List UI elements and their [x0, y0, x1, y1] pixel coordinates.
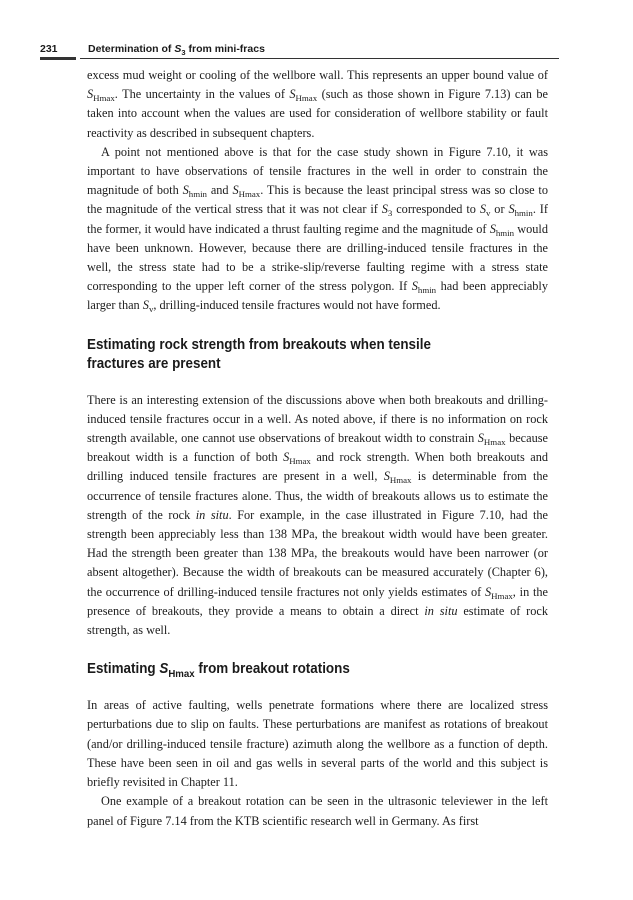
header-rule [80, 58, 559, 59]
running-head [40, 42, 560, 56]
running-title: Determination of $S_3$ from mini-fracs [88, 43, 265, 57]
section-heading: Estimating $S_{Hmax}$ from breakout rotations [87, 661, 350, 681]
paragraph: A point not mentioned above is that for the case study shown in Figure 7.10, it was important to have observations of tensile fractures in the well in order to constrain the magnitude of both $S_{hmin}$ and $S_{Hmax}$. This is because the least principal stress was so close to the magnitude of the vertical stress that it was not clear if $S_3$ corresponded to $S_v$ or $S_{hmin}$. If the former, it would have indicated a thrust faulting regime and the magnitude of $S_{hmin}$ would have been unknown. However, because there are drilling-induced tensile fractures in the well, the stress state had to be a strike-slip/reverse faulting regime with a stress state corresponding to the upper left corner of the stress polygon. If $S_{hmin}$ had been appreciably larger than $S_v$, drilling-induced tensile fractures would not have formed. [87, 144, 549, 315]
section-heading: Estimating rock strength from breakouts when tensile fractures are present [87, 336, 431, 372]
paragraph: One example of a breakout rotation can be seen in the ultrasonic televiewer in the left panel of Figure 7.14 from the KTB scientific research well in Germany. As first [87, 794, 548, 828]
paragraph: excess mud weight or cooling of the wellbore wall. This represents an upper bound value of $S_{Hmax}$. The uncertainty in the values of $S_{Hmax}$ (such as those shown in Figure 7.13) can be taken into account when the values are used for consideration of wellbore stability or fault reactivity as described in subsequent chapters. [87, 68, 548, 140]
page-number: 231 [40, 43, 58, 55]
paragraph: There is an interesting extension of the discussions above when both breakouts and drilling-induced tensile fractures occur in a well. As noted above, if there is no information on rock strength available, one cannot use observations of breakout width to constrain $S_{Hmax}$ because breakout width is a function of both $S_{Hmax}$ and rock strength. When both breakouts and drilling induced tensile fractures are present in a well, $S_{Hmax}$ is determinable from the occurrence of tensile fractures alone. Thus, the width of breakouts allows us to estimate the strength of the rock in situ. For example, in the case illustrated in Figure 7.10, had the strength been appreciably less than 138 MPa, the breakout width would have been greater. Had the strength been greater than 138 MPa, the breakouts would have been narrower (or absent altogether). Because the width of breakouts can be measured accurately (Chapter 6), the occurrence of drilling-induced tensile fractures not only yields estimates of $S_{Hmax}$, in the presence of breakouts, they provide a means to obtain a direct in situ estimate of rock strength, as well. [87, 392, 549, 638]
body-text [87, 66, 548, 831]
paragraph: In areas of active faulting, wells penetrate formations where there are localized stress perturbations due to slip on faults. These perturbations are manifest as rotations of breakout (and/or drilling-induced tensile fracture) azimuth along the wellbore as a function of depth. These have been seen in oil and gas wells in several parts of the world and this subject is briefly revisited in Chapter 11. [87, 698, 548, 790]
header-rule-thick [40, 57, 76, 60]
